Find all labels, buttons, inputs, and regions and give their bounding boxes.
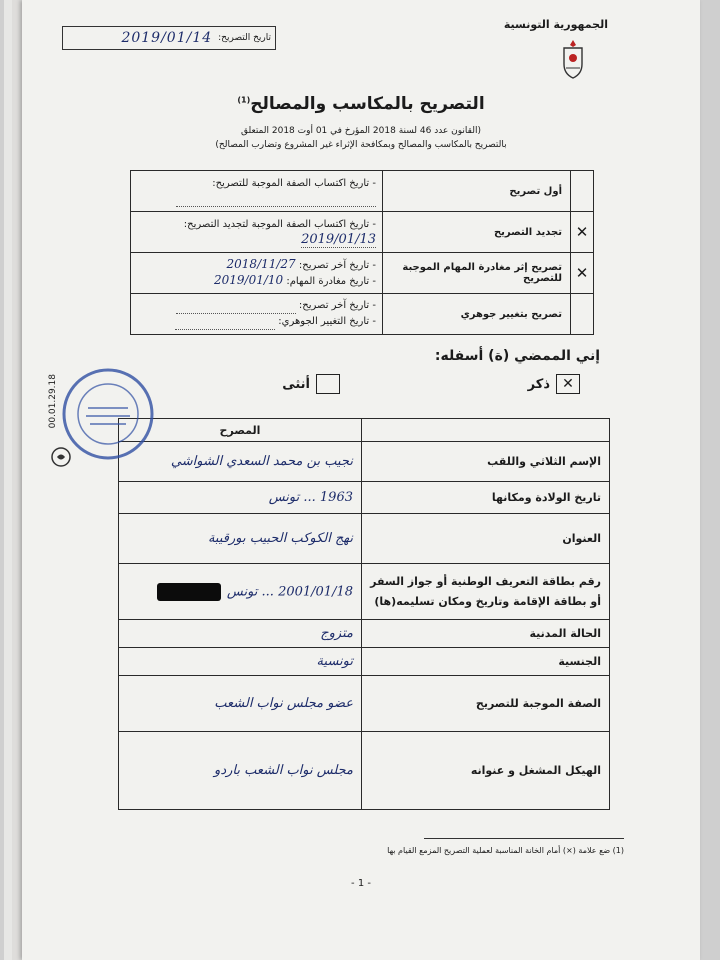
detail-label: - تاريخ التغيير الجوهري: bbox=[278, 316, 376, 327]
declarant-header: المصرح bbox=[119, 419, 362, 442]
declaration-type-checkbox[interactable]: ✕ bbox=[571, 212, 594, 253]
table-row bbox=[131, 253, 594, 294]
declaration-type-label: تجديد التصريح bbox=[383, 212, 571, 253]
table-row bbox=[131, 212, 594, 253]
side-reference-code: 00.01.29.18 bbox=[48, 374, 58, 429]
declaration-type-details bbox=[131, 171, 383, 212]
field-value-address: نهج الكوكب الحبيب بورقيبة bbox=[119, 514, 362, 564]
detail-value-field bbox=[175, 314, 275, 330]
official-stamp-icon bbox=[58, 364, 158, 464]
detail-value: 2019/01/10 bbox=[214, 273, 284, 287]
declaration-type-details bbox=[131, 294, 383, 335]
detail-value-field bbox=[176, 191, 376, 207]
detail-value: 2019/01/13 bbox=[301, 231, 376, 247]
gender-female-checkbox[interactable] bbox=[316, 374, 340, 394]
field-value-civil-status: متزوج bbox=[119, 620, 362, 648]
field-value-capacity: عضو مجلس نواب الشعب bbox=[119, 676, 362, 732]
declaration-statement: إني الممضي (ة) أسفله: bbox=[434, 348, 600, 364]
detail-label: - تاريخ آخر تصريح: bbox=[298, 260, 376, 271]
gender-male-option[interactable] bbox=[528, 374, 580, 394]
declaration-type-label: تصريح بتغيير جوهري bbox=[383, 294, 571, 335]
table-row bbox=[131, 294, 594, 335]
detail-label: - تاريخ آخر تصريح: bbox=[298, 300, 376, 311]
side-seal-icon bbox=[50, 446, 72, 468]
gender-male-checkbox[interactable]: ✕ bbox=[556, 374, 580, 394]
law-reference-line-2: بالتصريح بالمكاسب والمصالح وبمكافحة الإثراء غير المشروع وتضارب المصالح) bbox=[215, 140, 507, 150]
field-value-birth: 1963 ... تونس bbox=[119, 482, 362, 514]
detail-label: - تاريخ اكتساب الصفة الموجبة لتجديد التصريح: bbox=[183, 218, 376, 230]
detail-line bbox=[137, 314, 376, 330]
table-row bbox=[119, 482, 610, 514]
field-label-capacity: الصفة الموجبة للتصريح bbox=[362, 676, 610, 732]
republic-heading: الجمهورية التونسية bbox=[503, 18, 608, 31]
field-value-id-number bbox=[119, 564, 362, 620]
table-row bbox=[131, 171, 594, 212]
document-title-text: التصريح بالمكاسب والمصالح bbox=[250, 94, 485, 114]
field-value-nationality: تونسية bbox=[119, 648, 362, 676]
table-row bbox=[119, 648, 610, 676]
footnote-divider bbox=[424, 838, 624, 839]
gender-female-label: أنثى bbox=[282, 376, 310, 392]
table-corner-cell bbox=[362, 419, 610, 442]
detail-value: 2018/11/27 bbox=[226, 257, 296, 271]
declaration-type-label: تصريح إثر مغادرة المهام الموجبة للتصريح bbox=[383, 253, 571, 294]
detail-line bbox=[137, 298, 376, 314]
gender-female-option[interactable] bbox=[282, 374, 340, 394]
footnote: (1) ضع علامة (×) أمام الخانة المناسبة لعملية التصريح المزمع القيام بها bbox=[387, 846, 624, 855]
table-row bbox=[119, 676, 610, 732]
declaration-date-label: تاريخ التصريح: bbox=[218, 33, 271, 43]
declaration-type-checkbox[interactable]: ✕ bbox=[571, 253, 594, 294]
declaration-date-value: 2019/01/14 bbox=[121, 30, 213, 46]
table-row bbox=[119, 442, 610, 482]
field-label-employer: الهيكل المشغل و عنوانه bbox=[362, 732, 610, 810]
detail-label: - تاريخ مغادرة المهام: bbox=[286, 276, 376, 287]
field-label-birth: تاريخ الولادة ومكانها bbox=[362, 482, 610, 514]
redaction-block bbox=[157, 583, 221, 601]
declaration-type-label: أول تصريح bbox=[383, 171, 571, 212]
declaration-type-checkbox[interactable] bbox=[571, 294, 594, 335]
detail-line bbox=[137, 257, 376, 273]
field-label-full-name: الإسم الثلاثي واللقب bbox=[362, 442, 610, 482]
declaration-type-details bbox=[131, 253, 383, 294]
field-label-address: العنوان bbox=[362, 514, 610, 564]
detail-line bbox=[137, 273, 376, 289]
declaration-page bbox=[22, 0, 700, 960]
field-value-full-name: نجيب بن محمد السعدي الشواشي bbox=[119, 442, 362, 482]
law-reference-line-1: (القانون عدد 46 لسنة 2018 المؤرخ في 01 أوت 2018 المتعلق bbox=[241, 126, 481, 136]
document-title bbox=[22, 94, 700, 114]
declaration-type-details bbox=[131, 212, 383, 253]
id-value-text: 2001/01/18 ... تونس bbox=[226, 584, 353, 599]
declaration-type-checkbox[interactable] bbox=[571, 171, 594, 212]
declarant-info-table bbox=[118, 418, 610, 810]
gender-male-label: ذكر bbox=[527, 376, 550, 392]
detail-label: - تاريخ اكتساب الصفة الموجبة للتصريح: bbox=[212, 177, 376, 189]
table-row bbox=[119, 620, 610, 648]
field-label-civil-status: الحالة المدنية bbox=[362, 620, 610, 648]
detail-value-field bbox=[176, 298, 296, 314]
table-row bbox=[119, 419, 610, 442]
page-number: - 1 - bbox=[351, 878, 371, 889]
field-label-id-number: رقم بطاقة التعريف الوطنية أو جواز السفر أو بطاقة الإقامة وتاريخ ومكان تسليمه(ها) bbox=[362, 564, 610, 620]
law-reference bbox=[102, 124, 620, 152]
field-value-employer: مجلس نواب الشعب باردو bbox=[119, 732, 362, 810]
table-row bbox=[119, 732, 610, 810]
field-label-nationality: الجنسية bbox=[362, 648, 610, 676]
table-row bbox=[119, 514, 610, 564]
title-footnote-mark: (1) bbox=[237, 95, 251, 105]
table-row bbox=[119, 564, 610, 620]
declaration-date-box bbox=[62, 26, 276, 50]
coat-of-arms-icon bbox=[558, 38, 588, 82]
declaration-type-table bbox=[130, 170, 594, 335]
